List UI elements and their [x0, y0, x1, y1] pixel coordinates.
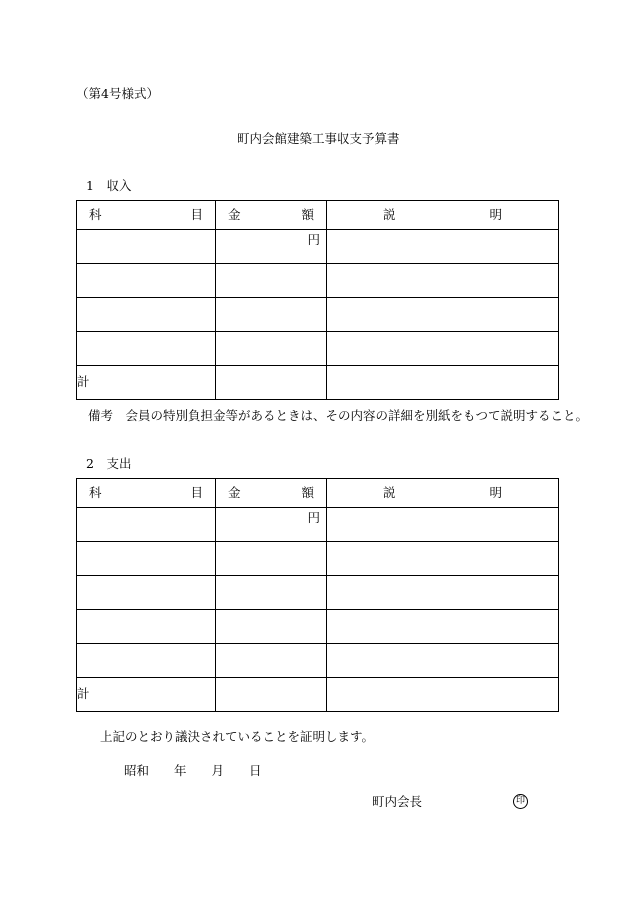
amount-cell	[216, 508, 327, 542]
item-cell	[77, 230, 216, 264]
signer-title: 町内会長	[372, 794, 423, 809]
total-label: 計	[77, 678, 216, 712]
amount-cell	[216, 542, 327, 576]
amount-cell	[216, 298, 327, 332]
yen-unit: 円	[307, 232, 320, 247]
total-row	[77, 366, 559, 400]
description-cell	[327, 332, 559, 366]
expense-table	[76, 478, 559, 712]
amount-cell	[216, 230, 327, 264]
item-cell	[77, 508, 216, 542]
header-amount: 金 額	[216, 201, 327, 230]
expense-header-row	[77, 479, 559, 508]
table-row	[77, 230, 559, 264]
amount-cell	[216, 610, 327, 644]
item-cell	[77, 542, 216, 576]
amount-cell	[216, 332, 327, 366]
table-row	[77, 644, 559, 678]
document-title: 町内会館建築工事収支予算書	[237, 131, 400, 146]
item-cell	[77, 264, 216, 298]
date-line: 昭和 年 月 日	[124, 763, 262, 778]
description-cell	[327, 298, 559, 332]
table-row	[77, 576, 559, 610]
total-row	[77, 678, 559, 712]
amount-cell	[216, 264, 327, 298]
table-row	[77, 298, 559, 332]
form-number: （第4号様式）	[76, 86, 159, 101]
header-item: 科 目	[77, 479, 216, 508]
total-label: 計	[77, 366, 216, 400]
header-amount: 金 額	[216, 479, 327, 508]
item-cell	[77, 298, 216, 332]
table-row	[77, 508, 559, 542]
certification-text: 上記のとおり議決されていることを証明します。	[100, 729, 375, 744]
header-description: 説 明	[327, 201, 559, 230]
description-cell	[327, 230, 559, 264]
table-row	[77, 610, 559, 644]
description-cell	[327, 366, 559, 400]
amount-cell	[216, 366, 327, 400]
header-description: 説 明	[327, 479, 559, 508]
description-cell	[327, 576, 559, 610]
description-cell	[327, 678, 559, 712]
item-cell	[77, 610, 216, 644]
amount-cell	[216, 678, 327, 712]
amount-cell	[216, 576, 327, 610]
income-header-row	[77, 201, 559, 230]
item-cell	[77, 644, 216, 678]
header-item: 科 目	[77, 201, 216, 230]
description-cell	[327, 508, 559, 542]
description-cell	[327, 264, 559, 298]
item-cell	[77, 332, 216, 366]
amount-cell	[216, 644, 327, 678]
description-cell	[327, 610, 559, 644]
income-table	[76, 200, 559, 400]
yen-unit: 円	[307, 510, 320, 525]
table-row	[77, 264, 559, 298]
seal-mark: 印	[513, 794, 528, 809]
item-cell	[77, 576, 216, 610]
table-row	[77, 542, 559, 576]
expense-heading: 2 支出	[86, 456, 132, 471]
table-row	[77, 332, 559, 366]
description-cell	[327, 644, 559, 678]
income-heading: 1 収入	[86, 178, 132, 193]
income-note: 備考 会員の特別負担金等があるときは、その内容の詳細を別紙をもつて説明すること。	[88, 408, 589, 423]
description-cell	[327, 542, 559, 576]
